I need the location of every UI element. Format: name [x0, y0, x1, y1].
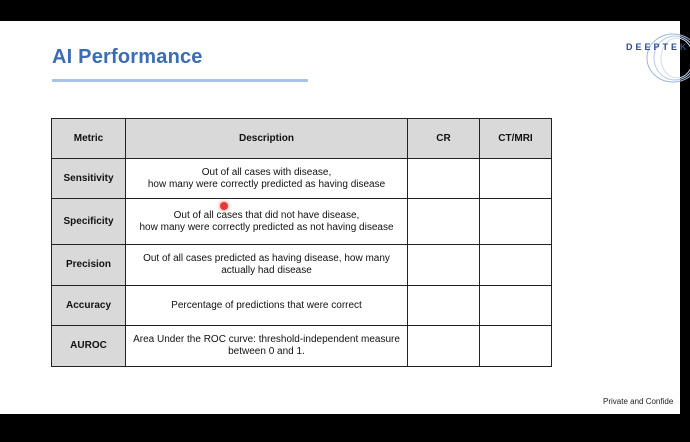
- description-cell: Out of all cases with disease, how many were correctly predicted as having disease: [126, 159, 408, 199]
- table-header-row: [52, 119, 552, 159]
- table-row: [52, 245, 552, 286]
- cr-cell: [408, 326, 480, 367]
- laser-pointer-icon: [220, 202, 228, 210]
- metric-cell: Accuracy: [52, 286, 126, 326]
- cr-cell: [408, 245, 480, 286]
- slide-title: AI Performance: [52, 46, 203, 68]
- ct-mri-cell: [480, 159, 552, 199]
- ct-mri-cell: [480, 286, 552, 326]
- presentation-slide: [0, 21, 690, 414]
- ct-mri-cell: [480, 245, 552, 286]
- metric-cell: AUROC: [52, 326, 126, 367]
- ct-mri-cell: [480, 199, 552, 245]
- description-cell: Area Under the ROC curve: threshold-independent measure between 0 and 1.: [126, 326, 408, 367]
- description-cell: Percentage of predictions that were correct: [126, 286, 408, 326]
- ct-mri-cell: [480, 326, 552, 367]
- header-description: Description: [126, 119, 408, 159]
- confidentiality-footer: Private and Confide: [603, 397, 674, 406]
- logo-text: DEEPTEK: [626, 42, 690, 52]
- header-metric: Metric: [52, 119, 126, 159]
- cr-cell: [408, 159, 480, 199]
- metric-cell: Sensitivity: [52, 159, 126, 199]
- table-row: [52, 286, 552, 326]
- metric-cell: Precision: [52, 245, 126, 286]
- logo-arcs-icon: [643, 33, 683, 83]
- cr-cell: [408, 286, 480, 326]
- table-row: [52, 199, 552, 245]
- description-cell: Out of all cases predicted as having disease, how many actually had disease: [126, 245, 408, 286]
- table-row: [52, 326, 552, 367]
- cr-cell: [408, 199, 480, 245]
- header-ct-mri: CT/MRI: [480, 119, 552, 159]
- company-logo: [623, 33, 690, 83]
- title-underline: [52, 79, 308, 82]
- ai-performance-table: [51, 118, 552, 367]
- metric-cell: Specificity: [52, 199, 126, 245]
- header-cr: CR: [408, 119, 480, 159]
- table-row: [52, 159, 552, 199]
- description-cell: Out of all cases that did not have disease, how many were correctly predicted as not having disease: [126, 199, 408, 245]
